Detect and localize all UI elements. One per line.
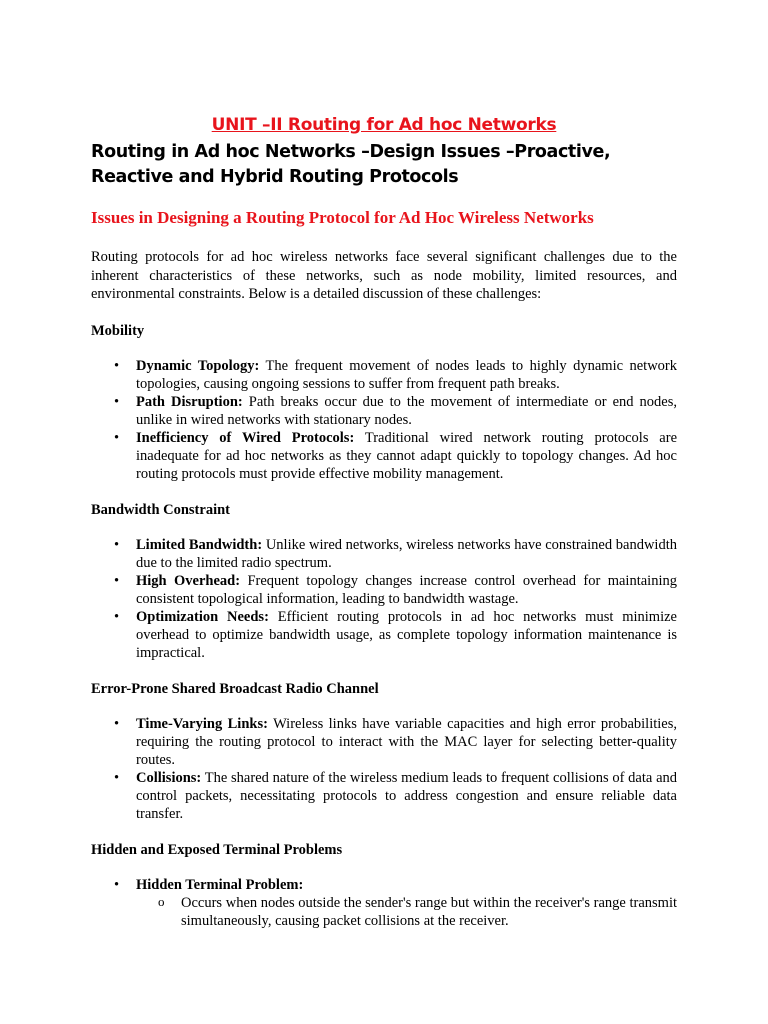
bullet-marker: • (114, 536, 120, 553)
section-error-prone-channel (91, 680, 677, 823)
item-term: Collisions: (136, 769, 202, 786)
item-term: High Overhead: (136, 572, 241, 589)
bullet-marker: • (114, 769, 120, 786)
item-text: The frequent movement of nodes leads to highly dynamic network topologies, causing ongoing sessions to suffer from frequent path breaks. (136, 357, 677, 392)
item-term: Hidden Terminal Problem: (136, 876, 304, 893)
list-item (91, 715, 677, 769)
list-item (91, 572, 677, 608)
group-heading: Hidden and Exposed Terminal Problems (91, 841, 343, 858)
sub-bullet-marker: o (158, 893, 165, 909)
item-term: Limited Bandwidth: (136, 536, 263, 553)
item-text: Frequent topology changes increase control overhead for maintaining consistent topological information, leading to bandwidth wastage. (136, 572, 677, 607)
bullet-marker: • (114, 876, 120, 893)
item-term: Path Disruption: (136, 393, 243, 410)
section-mobility (91, 322, 677, 483)
list-item (91, 876, 677, 930)
sub-bullet-list (136, 894, 677, 930)
list-item (91, 429, 677, 483)
item-text: Efficient routing protocols in ad hoc networks must minimize overhead to optimize bandwidth usage, as complete topology information maintenance is impractical. (136, 608, 677, 661)
item-text: Unlike wired networks, wireless networks have constrained bandwidth due to the limited radio spectrum. (136, 536, 677, 571)
bullet-marker: • (114, 608, 120, 625)
bullet-list (91, 715, 677, 823)
group-heading: Mobility (91, 322, 145, 339)
bullet-list (91, 357, 677, 483)
bullet-marker: • (114, 393, 120, 410)
bullet-marker: • (114, 715, 120, 732)
list-item (91, 608, 677, 662)
document-subtitle: Routing in Ad hoc Networks –Design Issues –Proactive, Reactive and Hybrid Routing Protocols (91, 142, 611, 187)
list-item (91, 357, 677, 393)
bullet-list (91, 536, 677, 662)
list-item (91, 536, 677, 572)
item-term: Inefficiency of Wired Protocols: (136, 429, 355, 446)
unit-title: UNIT –II Routing for Ad hoc Networks (211, 115, 557, 135)
intro-paragraph: Routing protocols for ad hoc wireless networks face several significant challenges due to the inherent characteristics of these networks, such as node mobility, limited resources, and environmental constraints. Below is a detailed discussion of these challenges: (91, 249, 677, 302)
list-item (91, 393, 677, 429)
item-text: Wireless links have variable capacities and high error probabilities, requiring the routing protocol to interact with the MAC layer for selecting better-quality routes. (136, 715, 677, 768)
bullet-marker: • (114, 357, 120, 374)
item-text: Path breaks occur due to the movement of intermediate or end nodes, unlike in wired networks with stationary nodes. (136, 393, 677, 428)
item-text: Traditional wired network routing protocols are inadequate for ad hoc networks as they cannot adapt quickly to topology changes. Ad hoc routing protocols must provide effective mobility management. (136, 429, 677, 482)
list-item (91, 769, 677, 823)
item-text: The shared nature of the wireless medium leads to frequent collisions of data and control packets, necessitating protocols to address congestion and ensure reliable data transfer. (136, 769, 677, 822)
sub-list-item (136, 894, 677, 930)
section-heading: Issues in Designing a Routing Protocol for Ad Hoc Wireless Networks (91, 208, 594, 227)
section-hidden-exposed-terminal (91, 841, 677, 930)
item-term: Time-Varying Links: (136, 715, 268, 732)
bullet-list (91, 876, 677, 930)
item-term: Dynamic Topology: (136, 357, 260, 374)
group-heading: Error-Prone Shared Broadcast Radio Channel (91, 680, 379, 697)
sub-item-text: Occurs when nodes outside the sender's range but within the receiver's range transmit simultaneously, causing packet collisions at the receiver. (181, 894, 677, 929)
section-bandwidth-constraint (91, 501, 677, 662)
bullet-marker: • (114, 572, 120, 589)
group-heading: Bandwidth Constraint (91, 501, 230, 518)
bullet-marker: • (114, 429, 120, 446)
item-term: Optimization Needs: (136, 608, 269, 625)
